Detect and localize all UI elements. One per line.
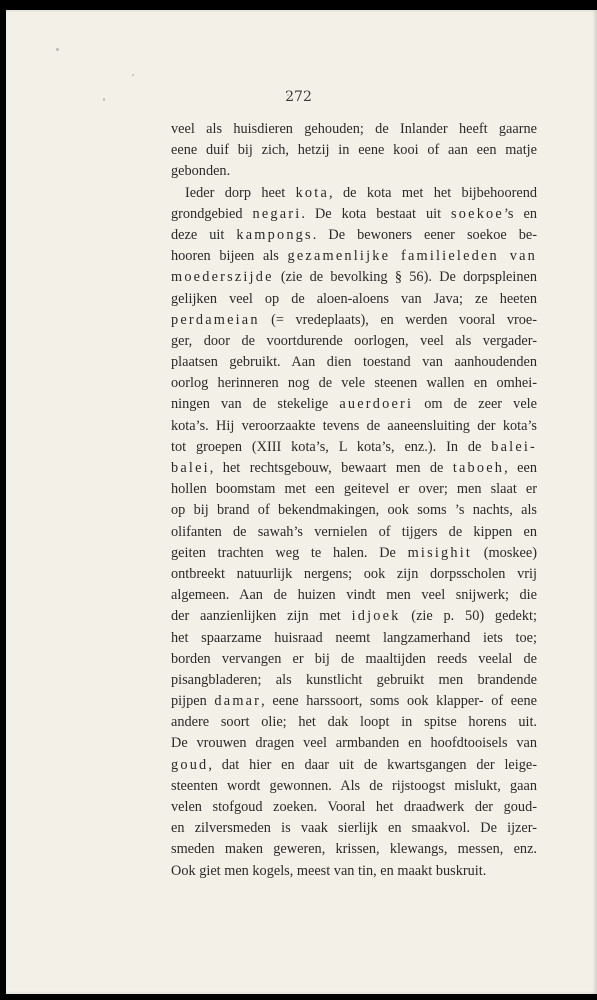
- text-line: [171, 331, 537, 352]
- text-line: [171, 267, 537, 288]
- text-line: [171, 310, 537, 331]
- text-run: steenten wordt gewonnen. Als de rijstoogst mislukt, gaan: [171, 777, 537, 794]
- text-line: [171, 733, 537, 754]
- spaced-term: negari: [252, 205, 302, 222]
- text-run: ger, door de voortdurende oorlogen, veel als vergader-: [171, 332, 537, 349]
- text-line: [171, 564, 537, 585]
- text-run: plaatsen gebruikt. Aan dien toestand van aanhoudenden: [171, 354, 537, 371]
- paper-speck: [56, 48, 59, 51]
- text-run: tot groepen (XIII kota’s, L kota’s, enz.). In de: [171, 438, 492, 455]
- text-run: algemeen. Aan de huizen vindt men veel snijwerk; die: [171, 587, 537, 604]
- text-line: [171, 755, 537, 776]
- text-line: [171, 691, 537, 712]
- text-run: oorlog herinneren nog de vele steenen wallen en omhei-: [171, 375, 537, 392]
- spaced-term: gezamenlijke familieleden van: [287, 248, 537, 265]
- text-line: [171, 161, 537, 182]
- text-run: . De kota bestaat uit: [301, 205, 452, 222]
- text-run: om de zeer vele: [413, 396, 537, 413]
- text-run: het spaarzame huisraad neemt langzamerhand iets toe;: [171, 629, 537, 646]
- text-line: [171, 500, 537, 521]
- text-run: borden vervangen er bij de maaltijden reeds veelal de: [171, 650, 537, 667]
- text-run: ontbreekt natuurlijk nergens; ook zijn dorpsscholen vrij: [171, 565, 537, 582]
- spaced-term: auerdoeri: [339, 396, 414, 413]
- text-run: en zilversmeden is vaak sierlijk en smaakvol. De ijzer-: [171, 820, 537, 837]
- text-line: [171, 289, 537, 310]
- spaced-term: soekoe: [451, 205, 504, 222]
- text-line: [171, 394, 537, 415]
- text-run: olifanten de sawah’s vernielen of tijgers de kippen en: [171, 523, 537, 540]
- text-run: gebonden.: [171, 163, 231, 180]
- text-run: op bij brand of bekendmakingen, ook soms ’s nachts, als: [171, 502, 537, 519]
- spaced-term: perdameian: [171, 311, 260, 328]
- text-line: [171, 606, 537, 627]
- text-run: velen stofgoud zoeken. Vooral het draadwerk der goud-: [171, 799, 537, 815]
- text-run: andere soort olie; het dak loopt in spitse horens uit.: [171, 714, 537, 731]
- text-run: deze uit: [171, 226, 237, 243]
- text-run: Ook giet men kogels, meest van tin, en maakt buskruit.: [171, 862, 487, 879]
- text-run: Ieder dorp heet: [185, 184, 296, 201]
- text-run: , dat hier en daar uit de kwartsgangen der leige-: [208, 756, 537, 773]
- text-run: , het rechtsgebouw, bewaart men de: [209, 460, 453, 476]
- text-line: [171, 839, 537, 860]
- text-run: , eene harssoort, soms ook klapper- of eene: [261, 693, 537, 710]
- text-line: [171, 776, 537, 797]
- text-run: der aanzienlijken zijn met: [171, 608, 352, 625]
- text-line: [171, 225, 537, 246]
- text-run: grondgebied: [171, 205, 253, 222]
- page-number: 272: [285, 89, 312, 105]
- text-run: (= vredeplaats), en werden vooral vroe-: [259, 311, 537, 328]
- text-run: eene duif bij zich, hetzij in eene kooi of aan een matje: [171, 142, 537, 159]
- text-run: , een: [504, 460, 537, 476]
- spaced-term: taboeh: [452, 460, 505, 476]
- text-line: [171, 119, 537, 140]
- body-text: [171, 119, 537, 882]
- spaced-term: balei: [171, 460, 210, 476]
- text-line: [171, 522, 537, 543]
- text-run: geiten trachten weg te halen. De: [171, 544, 408, 561]
- text-line: [171, 670, 537, 691]
- text-run: (moskee): [472, 544, 537, 561]
- spaced-term: misighit: [407, 544, 473, 561]
- spaced-term: goud: [171, 756, 209, 773]
- spaced-term: idjoek: [351, 608, 401, 625]
- text-line: [171, 543, 537, 564]
- text-run: ningen van de stekelige: [171, 396, 340, 413]
- text-line: [171, 628, 537, 649]
- text-line: [171, 818, 537, 839]
- text-line: [171, 352, 537, 373]
- text-line: [171, 140, 537, 161]
- spaced-term: damar: [214, 693, 262, 710]
- text-line: [171, 797, 537, 818]
- text-run: ’s en: [503, 205, 537, 222]
- text-run: pijpen: [171, 693, 215, 710]
- text-line: [171, 246, 537, 267]
- paper-speck: [132, 74, 134, 76]
- text-line: [171, 585, 537, 606]
- spaced-term: moederszijde: [171, 269, 274, 286]
- text-line: [171, 649, 537, 670]
- text-line: [171, 416, 537, 437]
- spaced-term: kampongs: [236, 226, 313, 243]
- text-line: [171, 204, 537, 225]
- text-line: [171, 479, 537, 500]
- text-line: [171, 183, 537, 204]
- text-line: [171, 437, 537, 458]
- text-run: kota’s. Hij veroorzaakte tevens de aaneensluiting der kota’s: [171, 417, 537, 434]
- spaced-term: balei-: [491, 438, 537, 455]
- text-run: hollen boomstam met een geitevel er over; men slaat er: [171, 481, 537, 498]
- text-run: veel als huisdieren gehouden; de Inlander heeft gaarne: [171, 121, 537, 137]
- text-line: [171, 712, 537, 733]
- text-run: (zie p. 50) gedekt;: [400, 608, 537, 625]
- text-run: pisangbladeren; als kunstlicht gebruikt men brandende: [171, 671, 537, 688]
- text-run: , de kota met het bijbehoorend: [329, 184, 537, 201]
- text-run: . De bewoners eener soekoe be-: [312, 226, 537, 243]
- text-run: (zie de bevolking § 56). De dorpspleinen: [273, 269, 537, 286]
- text-line: [171, 373, 537, 394]
- text-run: De vrouwen dragen veel armbanden en hoofdtooisels van: [171, 735, 537, 752]
- text-run: smeden maken geweren, krissen, klewangs, messen, enz.: [171, 841, 537, 858]
- text-line: [171, 861, 537, 882]
- text-run: hooren bijeen als: [171, 248, 288, 265]
- text-run: gelijken veel op de aloen-aloens van Java; ze heeten: [171, 290, 537, 307]
- spaced-term: kota: [295, 184, 329, 201]
- text-line: [171, 458, 537, 479]
